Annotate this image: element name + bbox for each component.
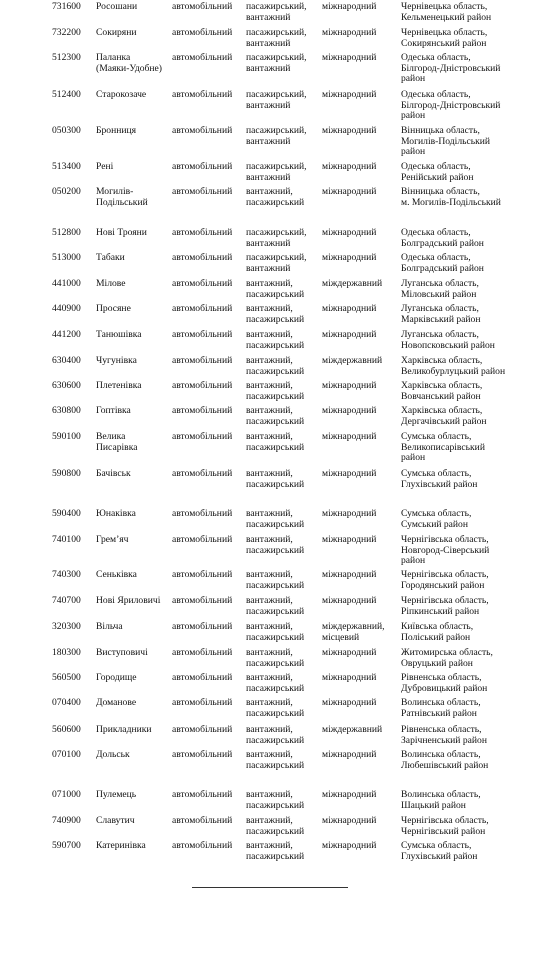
row-code: 440900	[52, 303, 81, 314]
row-location: Одеська область, Болградський район	[401, 252, 484, 274]
row-name: Плетенівка	[96, 380, 142, 391]
row-status: міжнародний	[322, 380, 377, 391]
row-kind: автомобільний	[172, 431, 233, 442]
row-type: вантажний, пасажирський	[246, 405, 305, 427]
row-name: Велика Писарівка	[96, 431, 138, 453]
row-location: Чернігівська область, Новгород-Сіверський район	[401, 534, 490, 567]
end-separator-line	[192, 887, 348, 888]
row-name: Рені	[96, 161, 114, 172]
row-name: Грем’яч	[96, 534, 129, 545]
row-code: 512300	[52, 52, 81, 63]
row-location: Чернівецька область, Сокирянський район	[401, 27, 488, 49]
row-code: 560600	[52, 724, 81, 735]
row-location: Одеська область, Білгород-Дністровський район	[401, 89, 501, 122]
row-location: Луганська область, Міловський район	[401, 278, 479, 300]
row-name: Нові Яриловичі	[96, 595, 161, 606]
row-status: міжнародний	[322, 534, 377, 545]
row-name: Виступовичі	[96, 647, 148, 658]
row-name: Гоптівка	[96, 405, 131, 416]
row-kind: автомобільний	[172, 534, 233, 545]
row-kind: автомобільний	[172, 125, 233, 136]
row-name: Нові Трояни	[96, 227, 147, 238]
row-type: вантажний, пасажирський	[246, 468, 305, 490]
row-location: Сумська область, Сумський район	[401, 508, 472, 530]
row-name: Танюшівка	[96, 329, 142, 340]
row-name: Дольськ	[96, 749, 130, 760]
row-status: міжнародний	[322, 508, 377, 519]
row-kind: автомобільний	[172, 697, 233, 708]
row-location: Одеська область, Ренійський район	[401, 161, 474, 183]
row-kind: автомобільний	[172, 186, 233, 197]
row-name: Росошани	[96, 1, 138, 12]
row-type: вантажний, пасажирський	[246, 749, 305, 771]
row-type: вантажний, пасажирський	[246, 595, 305, 617]
row-status: міжнародний	[322, 815, 377, 826]
row-kind: автомобільний	[172, 789, 233, 800]
row-status: міжнародний	[322, 125, 377, 136]
row-status: міжнародний	[322, 697, 377, 708]
row-kind: автомобільний	[172, 1, 233, 12]
row-code: 740700	[52, 595, 81, 606]
row-location: Рівненська область, Дубровицький район	[401, 672, 488, 694]
row-type: вантажний, пасажирський	[246, 569, 305, 591]
row-kind: автомобільний	[172, 724, 233, 735]
row-type: вантажний, пасажирський	[246, 840, 305, 862]
row-status: міждержавний	[322, 724, 383, 735]
row-kind: автомобільний	[172, 278, 233, 289]
row-location: Чернівецька область, Кельменецький район	[401, 1, 492, 23]
row-status: міжнародний	[322, 227, 377, 238]
row-type: вантажний, пасажирський	[246, 355, 305, 377]
row-name: Сокиряни	[96, 27, 137, 38]
row-kind: автомобільний	[172, 227, 233, 238]
row-status: міжнародний	[322, 1, 377, 12]
row-status: міждержавний	[322, 278, 383, 289]
row-status: міжнародний	[322, 303, 377, 314]
row-kind: автомобільний	[172, 621, 233, 632]
row-type: вантажний, пасажирський	[246, 186, 305, 208]
row-status: міжнародний	[322, 672, 377, 683]
row-kind: автомобільний	[172, 840, 233, 851]
row-type: пасажирський, вантажний	[246, 252, 307, 274]
row-code: 740100	[52, 534, 81, 545]
row-name: Вільча	[96, 621, 123, 632]
row-kind: автомобільний	[172, 89, 233, 100]
row-name: Просяне	[96, 303, 131, 314]
row-status: міжнародний	[322, 468, 377, 479]
row-code: 320300	[52, 621, 81, 632]
row-name: Сеньківка	[96, 569, 137, 580]
row-location: Одеська область, Білгород-Дністровський район	[401, 52, 501, 85]
row-type: пасажирський, вантажний	[246, 27, 307, 49]
row-code: 441200	[52, 329, 81, 340]
row-name: Пулемець	[96, 789, 137, 800]
row-type: вантажний, пасажирський	[246, 621, 305, 643]
row-type: пасажирський, вантажний	[246, 52, 307, 74]
row-location: Одеська область, Болградський район	[401, 227, 484, 249]
row-code: 180300	[52, 647, 81, 658]
row-kind: автомобільний	[172, 52, 233, 63]
row-code: 513000	[52, 252, 81, 263]
row-kind: автомобільний	[172, 355, 233, 366]
row-type: вантажний, пасажирський	[246, 508, 305, 530]
row-type: вантажний, пасажирський	[246, 431, 305, 453]
row-location: Волинська область, Любешівський район	[401, 749, 489, 771]
row-location: Вінницька область, Могилів-Подільський район	[401, 125, 491, 158]
row-code: 513400	[52, 161, 81, 172]
row-kind: автомобільний	[172, 508, 233, 519]
row-type: пасажирський, вантажний	[246, 89, 307, 111]
row-location: Харківська область, Великобурлуцький район	[401, 355, 506, 377]
row-code: 590400	[52, 508, 81, 519]
row-name: Городище	[96, 672, 137, 683]
row-name: Бачівськ	[96, 468, 131, 479]
row-name: Паланка (Маяки-Удобне)	[96, 52, 162, 74]
row-type: вантажний, пасажирський	[246, 380, 305, 402]
row-code: 070400	[52, 697, 81, 708]
row-type: вантажний, пасажирський	[246, 789, 305, 811]
row-type: вантажний, пасажирський	[246, 724, 305, 746]
row-kind: автомобільний	[172, 380, 233, 391]
row-code: 740300	[52, 569, 81, 580]
row-name: Табаки	[96, 252, 125, 263]
row-code: 071000	[52, 789, 81, 800]
row-status: міжнародний	[322, 89, 377, 100]
row-code: 560500	[52, 672, 81, 683]
row-code: 050200	[52, 186, 81, 197]
row-location: Чернігівська область, Ріпкинський район	[401, 595, 489, 617]
row-kind: автомобільний	[172, 405, 233, 416]
row-name: Могилів- Подільський	[96, 186, 148, 208]
row-name: Мілове	[96, 278, 126, 289]
row-status: міжнародний	[322, 252, 377, 263]
row-name: Чугунівка	[96, 355, 137, 366]
row-type: вантажний, пасажирський	[246, 329, 305, 351]
row-status: міжнародний	[322, 789, 377, 800]
row-code: 630800	[52, 405, 81, 416]
row-code: 050300	[52, 125, 81, 136]
row-kind: автомобільний	[172, 303, 233, 314]
row-status: міжнародний	[322, 161, 377, 172]
row-kind: автомобільний	[172, 329, 233, 340]
row-kind: автомобільний	[172, 468, 233, 479]
row-status: міжнародний	[322, 329, 377, 340]
row-location: Волинська область, Шацький район	[401, 789, 481, 811]
row-code: 512400	[52, 89, 81, 100]
row-code: 630600	[52, 380, 81, 391]
row-type: вантажний, пасажирський	[246, 534, 305, 556]
row-type: вантажний, пасажирський	[246, 697, 305, 719]
row-name: Бронниця	[96, 125, 137, 136]
row-location: Сумська область, Глухівський район	[401, 840, 478, 862]
row-type: вантажний, пасажирський	[246, 672, 305, 694]
row-type: вантажний, пасажирський	[246, 815, 305, 837]
row-status: міжнародний	[322, 431, 377, 442]
row-type: вантажний, пасажирський	[246, 647, 305, 669]
row-location: Чернігівська область, Городянський район	[401, 569, 489, 591]
row-code: 590700	[52, 840, 81, 851]
row-kind: автомобільний	[172, 252, 233, 263]
row-type: пасажирський, вантажний	[246, 125, 307, 147]
row-location: Луганська область, Новопсковський район	[401, 329, 495, 351]
row-status: міждержавний	[322, 355, 383, 366]
row-code: 590800	[52, 468, 81, 479]
row-location: Волинська область, Ратнівський район	[401, 697, 481, 719]
row-status: міжнародний	[322, 52, 377, 63]
row-location: Сумська область, Глухівський район	[401, 468, 478, 490]
row-status: міжнародний	[322, 647, 377, 658]
row-location: Житомирська область, Овруцький район	[401, 647, 493, 669]
row-code: 740900	[52, 815, 81, 826]
row-code: 512800	[52, 227, 81, 238]
row-name: Юнаківка	[96, 508, 136, 519]
row-status: міжнародний	[322, 569, 377, 580]
row-status: міжнародний	[322, 186, 377, 197]
row-status: міжнародний	[322, 749, 377, 760]
row-code: 630400	[52, 355, 81, 366]
row-status: міжнародний	[322, 595, 377, 606]
row-status: міжнародний	[322, 405, 377, 416]
row-type: вантажний, пасажирський	[246, 278, 305, 300]
row-code: 732200	[52, 27, 81, 38]
row-code: 590100	[52, 431, 81, 442]
row-kind: автомобільний	[172, 595, 233, 606]
row-code: 441000	[52, 278, 81, 289]
row-type: пасажирський, вантажний	[246, 1, 307, 23]
row-status: міжнародний	[322, 27, 377, 38]
row-kind: автомобільний	[172, 672, 233, 683]
row-name: Славутич	[96, 815, 135, 826]
row-kind: автомобільний	[172, 749, 233, 760]
row-location: Вінницька область, м. Могилів-Подільський	[401, 186, 501, 208]
row-status: міжнародний	[322, 840, 377, 851]
row-location: Рівненська область, Зарічненський район	[401, 724, 487, 746]
row-location: Київська область, Поліський район	[401, 621, 474, 643]
row-kind: автомобільний	[172, 647, 233, 658]
row-name: Доманове	[96, 697, 137, 708]
row-code: 731600	[52, 1, 81, 12]
row-location: Чернігівська область, Чернігівський район	[401, 815, 489, 837]
row-kind: автомобільний	[172, 815, 233, 826]
row-location: Сумська область, Великописарівський район	[401, 431, 485, 464]
row-status: міждержавний, місцевий	[322, 621, 385, 643]
row-type: пасажирський, вантажний	[246, 161, 307, 183]
row-location: Луганська область, Марківський район	[401, 303, 481, 325]
row-kind: автомобільний	[172, 161, 233, 172]
row-location: Харківська область, Дергачівський район	[401, 405, 487, 427]
row-code: 070100	[52, 749, 81, 760]
row-name: Старокозаче	[96, 89, 147, 100]
row-kind: автомобільний	[172, 569, 233, 580]
row-kind: автомобільний	[172, 27, 233, 38]
row-name: Катеринівка	[96, 840, 146, 851]
row-type: вантажний, пасажирський	[246, 303, 305, 325]
row-location: Харківська область, Вовчанський район	[401, 380, 483, 402]
row-name: Прикладники	[96, 724, 152, 735]
row-type: пасажирський, вантажний	[246, 227, 307, 249]
